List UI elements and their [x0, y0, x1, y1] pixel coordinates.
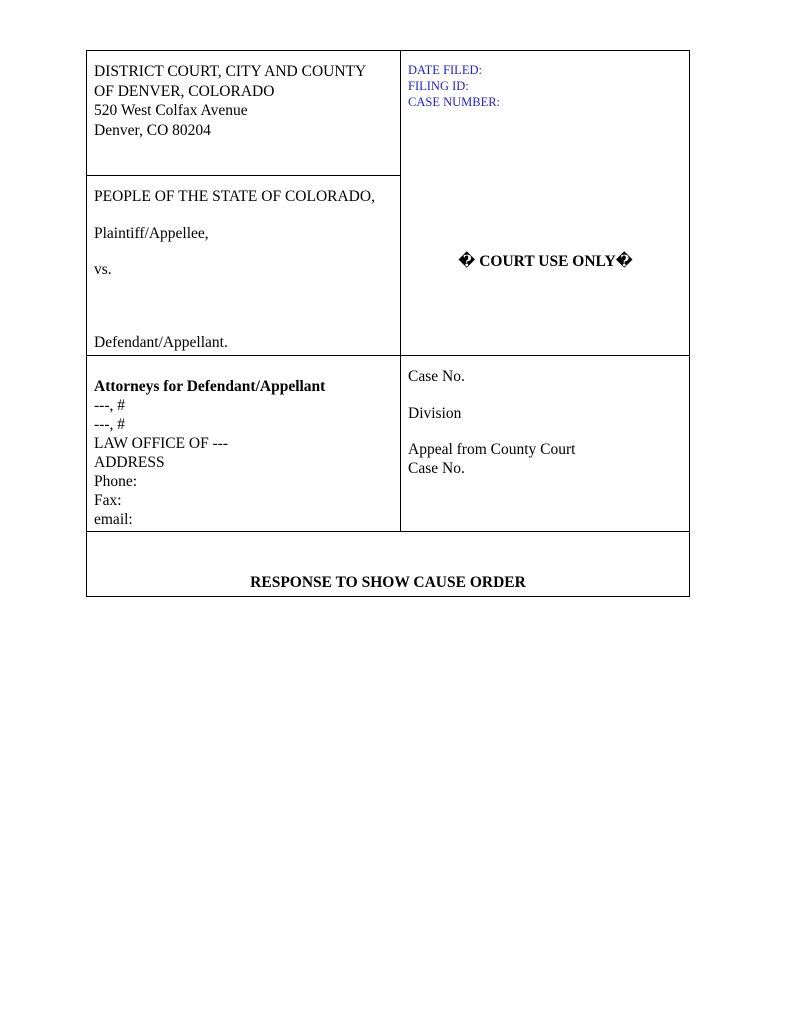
efiling-stamp: [408, 62, 500, 110]
case-no-label: Case No.: [408, 368, 465, 385]
court-street: 520 West Colfax Avenue: [94, 102, 248, 119]
phone-label: Phone:: [94, 473, 138, 490]
appeal-case-no-label: Case No.: [408, 460, 465, 477]
appeal-from-label: Appeal from County Court: [408, 441, 576, 458]
date-filed-label: DATE FILED:: [408, 63, 482, 77]
case-number-label: CASE NUMBER:: [408, 95, 501, 109]
defendant-role: Defendant/Appellant.: [94, 334, 228, 351]
filing-id-label: FILING ID:: [408, 79, 469, 93]
court-address-block: [94, 62, 366, 140]
plaintiff-role: Plaintiff/Appellee,: [94, 225, 209, 242]
plaintiff-name: PEOPLE OF THE STATE OF COLORADO,: [94, 188, 375, 205]
parties-attorneys-divider: [86, 355, 690, 356]
attorney-block: [94, 377, 325, 529]
versus-label: vs.: [94, 261, 112, 278]
law-firm-name: LAW OFFICE OF ---: [94, 435, 229, 452]
document-title: RESPONSE TO SHOW CAUSE ORDER: [250, 574, 526, 591]
caption-column-divider: [400, 50, 401, 532]
court-use-only-label: � COURT USE ONLY�: [458, 253, 633, 270]
caption-title-divider: [86, 531, 690, 532]
email-label: email:: [94, 511, 133, 528]
court-name-line1: DISTRICT COURT, CITY AND COUNTY: [94, 63, 367, 80]
division-label: Division: [408, 405, 462, 422]
attorney-2: ---, #: [94, 416, 125, 433]
court-name-line2: OF DENVER, COLORADO: [94, 82, 275, 100]
attorneys-heading: Attorneys for Defendant/Appellant: [94, 378, 326, 395]
attorney-1: ---, #: [94, 397, 125, 414]
court-parties-divider: [86, 175, 401, 176]
fax-label: Fax:: [94, 492, 122, 509]
court-city-state-zip: Denver, CO 80204: [94, 121, 211, 139]
firm-address: ADDRESS: [94, 454, 165, 471]
